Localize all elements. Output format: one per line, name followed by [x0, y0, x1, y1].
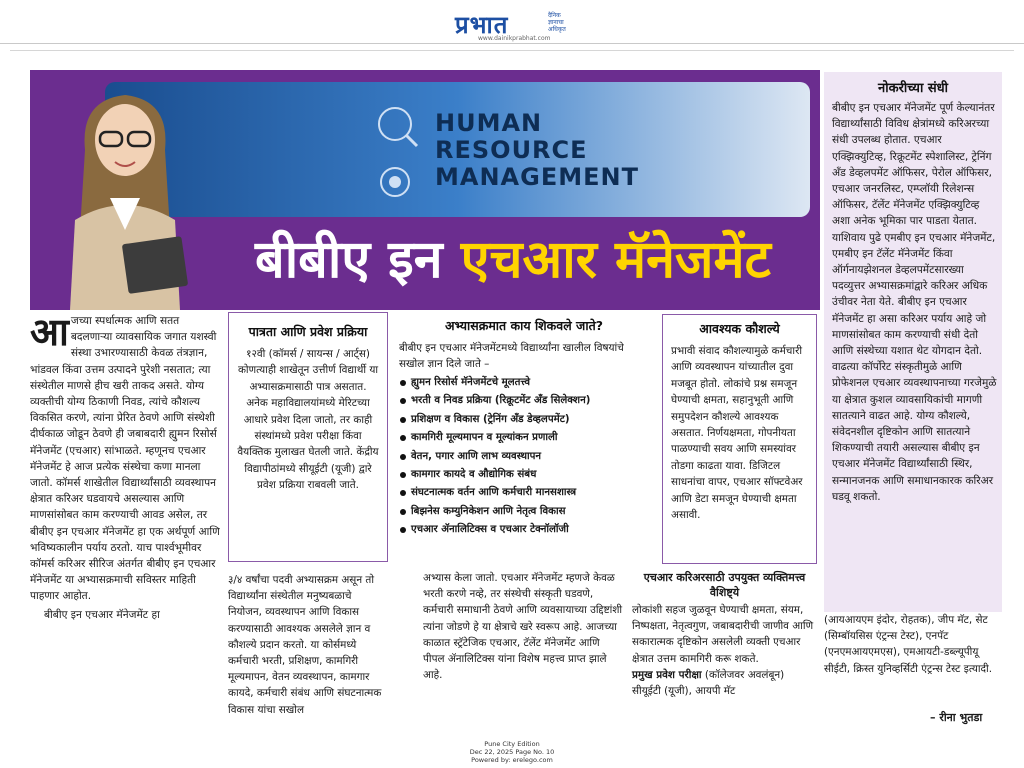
skills-text: प्रभावी संवाद कौशल्यामुळे कर्मचारी आणि व्यवस्थापन यांच्यातील दुवा मजबूत होतो. लोकांचे प्रश्न समजून घेण्याची क्षमता, सहानुभूती आणि समुपदेशन कौशल्ये आवश्यक असतात. निर्णयक्षमता, गोपनीयता पाळण्याची सवय आणि समस्यांवर तोडगा काढता यावा. डिजिटल साधनांचा वापर, एचआर सॉफ्टवेअर आणि डेटा समजून घेण्याची क्षमता असावी.	[671, 345, 803, 522]
hrm-heading	[435, 110, 639, 191]
lead-column	[30, 310, 220, 623]
powered-by: Powered by: erelego.com	[471, 756, 553, 764]
list-item: एचआर ॲनालिटिक्स व एचआर टेक्नॉलॉजी	[397, 521, 651, 539]
list-item: कामगार कायदे व औद्योगिक संबंध	[397, 466, 651, 484]
curriculum-box	[393, 314, 655, 562]
entrance-exams-line	[632, 667, 817, 683]
banner-title-part-2: एचआर मॅनेजमेंट	[460, 230, 771, 290]
job-opportunities-panel	[824, 72, 1002, 612]
edition-name: Pune City Edition	[484, 740, 540, 748]
curriculum-intro: बीबीए इन एचआर मॅनेजमेंटमध्ये विद्यार्थ्यांना खालील विषयांचे सखोल ज्ञान दिले जाते –	[399, 342, 624, 370]
article-column-3: अभ्यास केला जातो. एचआर मॅनेजमेंट म्हणजे केवळ भरती करणे नव्हे, तर संस्थेची संस्कृती घडवणे, कर्मचारी समाधानी ठेवणे आणि व्यवसायाच्या उद्दिष्टांशी त्यांना जोडणे हे या क्षेत्राचे खरे स्वरूप आहे. आजच्या काळात स्ट्रॅटेजिक एचआर, टॅलेंट मॅनेजमेंट आणि पीपल ॲनालिटिक्स यांना विशेष महत्त्व प्राप्त झाले आहे.	[423, 572, 623, 682]
entrance-exams-text: सीयूईटी (यूजी), आयपी मॅट	[632, 685, 736, 698]
entrance-exams-label: प्रमुख प्रवेश परीक्षा	[632, 668, 702, 681]
job-opportunities-text: बीबीए इन एचआर मॅनेजमेंट पूर्ण केल्यानंतर विद्यार्थ्यांसाठी विविध क्षेत्रांमध्ये करिअरच्या संधी उपलब्ध होतात. एचआर एक्झिक्युटिव्ह, रिक्रूटमेंट स्पेशालिस्ट, ट्रेनिंग अँड डेव्हलपमेंट ऑफिसर, पेरोल ऑफिसर, एचआर जनरलिस्ट, एम्प्लॉयी रिलेशन्स ऑफिसर, टॅलेंट मॅनेजमेंट एक्झिक्युटिव्ह अशा अनेक भूमिका पार पाडता येतात. याशिवाय पुढे एमबीए इन एचआर मॅनेजमेंट, एमबीए इन टॅलेंट मॅनेजमेंट किंवा ऑर्गनायझेशनल डेव्हलपमेंटसारख्या पदव्युत्तर अभ्यासक्रमांद्वारे करिअर अधिक उंचीवर नेता येते. बीबीए इन एचआर मॅनेजमेंट हा असा करिअर पर्याय आहे जो माणसांसोबत काम करण्याची संधी देतो आणि संस्थेच्या यशात थेट योगदान देतो. वाढत्या कॉर्पोरेट संस्कृतीमुळे आणि प्रोफेशनल एचआर व्यवस्थापनाच्या गरजेमुळे या क्षेत्रात कुशल व्यावसायिकांची मागणी सातत्याने वाढत आहे. योग्य कौशल्ये, संवेदनशील दृष्टिकोन आणि सातत्याने शिकण्याची तयारी असल्यास बीबीए इन एचआर मॅनेजमेंट विद्यार्थ्यांसाठी स्थिर, सन्मानजनक आणि समाधानकारक करिअर घडवू शकतो.	[832, 102, 997, 503]
hrm-line-1: HUMAN	[435, 109, 543, 137]
personality-traits-heading: एचआर करिअरसाठी उपयुक्त व्यक्तिमत्त्व वैशिष्ट्ये	[643, 571, 806, 599]
skills-title: आवश्यक कौशल्ये	[699, 321, 780, 336]
article-column-2: ३/४ वर्षांचा पदवी अभ्यासक्रम असून तो विद्यार्थ्यांना संस्थेतील मनुष्यबळाचे नियोजन, व्यवस्थापन आणि विकास करण्यासाठी आवश्यक असलेले ज्ञान व कौशल्ये प्रदान करतो. या कोर्समध्ये कर्मचारी भरती, प्रशिक्षण, कामगिरी मूल्यमापन, वेतन व्यवस्थापन, कामगार कायदे, कर्मचारी संबंध आणि संघटनात्मक विकास यांचा सखोल	[228, 574, 382, 716]
woman-with-laptop-illustration	[30, 80, 220, 310]
curriculum-list	[393, 374, 655, 540]
header-rule	[10, 50, 1014, 51]
list-item: कामगिरी मूल्यमापन व मूल्यांकन प्रणाली	[397, 429, 651, 447]
banner-title	[255, 230, 771, 290]
skills-box	[662, 314, 817, 564]
hrm-line-2: RESOURCE	[435, 136, 588, 164]
hr-icons-graphic	[365, 102, 425, 212]
page-footer	[0, 740, 1024, 764]
entrance-exams-note: (कॉलेजवर अवलंबून)	[701, 668, 785, 681]
masthead	[0, 0, 1024, 44]
list-item: भरती व निवड प्रक्रिया (रिक्रूटमेंट अँड सिलेक्शन)	[397, 392, 651, 410]
logo-tagline: दैनिक ज्ञानाचा अधिकृत	[548, 12, 566, 33]
eligibility-text: १२वी (कॉमर्स / सायन्स / आर्ट्स) कोणत्याही शाखेतून उत्तीर्ण विद्यार्थी या अभ्यासक्रमासाठी पात्र असतात. अनेक महाविद्यालयांमध्ये मेरिटच्या आधारे प्रवेश दिला जातो, तर काही संस्थांमध्ये प्रवेश परीक्षा किंवा वैयक्तिक मुलाखत घेतली जाते. केंद्रीय विद्यापीठांमध्ये सीयूईटी (यूजी) द्वारे प्रवेश प्रक्रिया राबवली जाते.	[237, 348, 379, 492]
drop-cap: आ	[30, 310, 69, 354]
banner-title-part-1: बीबीए इन	[255, 230, 461, 290]
eligibility-box	[228, 312, 388, 562]
lead-paragraph-2: बीबीए इन एचआर मॅनेजमेंट हा	[44, 608, 160, 621]
author-byline: – रीना भुतडा	[930, 711, 983, 724]
job-opportunities-title: नोकरीच्या संधी	[878, 81, 948, 96]
edition-date: Dec 22, 2025 Page No. 10	[469, 748, 555, 756]
list-item: बिझनेस कम्युनिकेशन आणि नेतृत्व विकास	[397, 503, 651, 521]
curriculum-title: अभ्यासक्रमात काय शिकवले जाते?	[445, 318, 603, 333]
hrm-line-3: MANAGEMENT	[435, 163, 639, 191]
list-item: ह्युमन रिसोर्स मॅनेजमेंटचे मूलतत्त्वे	[397, 374, 651, 392]
lead-paragraph	[30, 310, 220, 605]
article-banner	[30, 70, 820, 310]
logo-url: www.dainikprabhat.com	[478, 35, 551, 42]
personality-traits-text: लोकांशी सहज जुळवून घेण्याची क्षमता, संयम, निष्पक्षता, नेतृत्वगुण, जबाबदारीची जाणीव आणि सकारात्मक दृष्टिकोन असलेली व्यक्ती एचआर क्षेत्रात उत्तम कामगिरी करू शकते.	[632, 604, 814, 665]
article-column-4	[632, 570, 817, 699]
lead-paragraph-text: जच्या स्पर्धात्मक आणि सतत बदलणाऱ्या व्यावसायिक जगात यशस्वी संस्था उभारण्यासाठी केवळ तंत्रज्ञान, भांडवल किंवा उत्तम उत्पादने पुरेशी नसतात; त्या संस्थेतील माणसे हीच खरी ताकद असते. योग्य व्यक्तीची योग्य ठिकाणी निवड, त्यांचे कौशल्य विकसित करणे, त्यांना प्रेरित ठेवणे आणि संस्थेशी दीर्घकाळ जोडून ठेवणे ही जबाबदारी ह्युमन रिसोर्स मॅनेजमेंट (एचआर) सांभाळते. म्हणूनच एचआर मॅनेजमेंट हे आज प्रत्येक संस्थेचा कणा मानला जातो. कॉमर्स शाखेतील विद्यार्थ्यांसाठी व्यवस्थापन क्षेत्रात करिअर घडवायचे असल्यास आणि माणसांसोबत काम करण्याची आवड असेल, तर बीबीए इन एचआर मॅनेजमेंट हा एक अर्थपूर्ण आणि भविष्यकालीन पर्याय ठरतो. याच पार्श्वभूमीवर कॉमर्स करिअर सीरिज अंतर्गत बीबीए इन एचआर मॅनेजमेंट या अभ्यासक्रमाची सविस्तर माहिती पाहणार आहोत.	[30, 315, 220, 603]
list-item: प्रशिक्षण व विकास (ट्रेनिंग अँड डेव्हलपमेंट)	[397, 411, 651, 429]
eligibility-title: पात्रता आणि प्रवेश प्रक्रिया	[248, 324, 368, 339]
list-item: वेतन, पगार आणि लाभ व्यवस्थापन	[397, 448, 651, 466]
newspaper-logo: प्रभात	[455, 11, 509, 39]
list-item: संघटनात्मक वर्तन आणि कर्मचारी मानसशास्त्र	[397, 484, 651, 502]
article-column-5: (आयआयएम इंदोर, रोहतक), जीप मॅट, सेट (सिम्बॉयसिस एंट्रन्स टेस्ट), एनपॅट (एनएमआयएमएस), एमआयटी-डब्ल्यूपीयू सीईटी, क्रिस्त युनिव्हर्सिटी एंट्रन्स टेस्ट इत्यादी.	[824, 614, 993, 675]
